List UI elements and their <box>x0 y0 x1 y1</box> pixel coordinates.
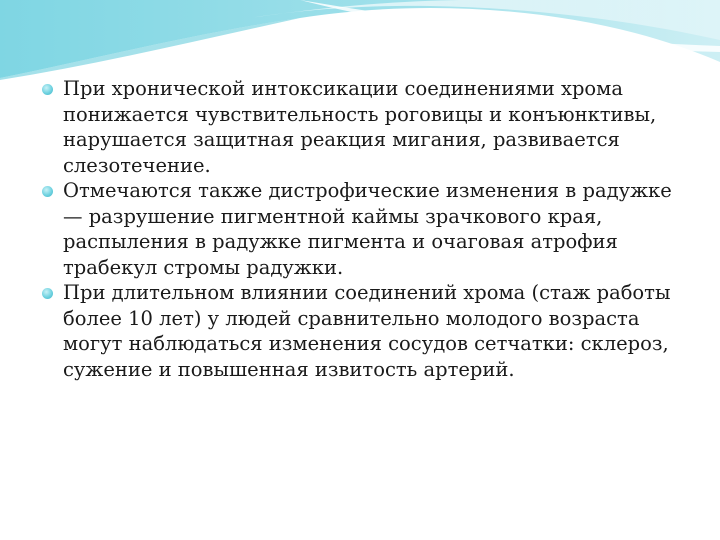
bullet-item <box>42 178 692 280</box>
bullet-text: При хронической интоксикации соединениями хрома понижается чувствительность роговицы и конъюнктивы, нарушается защитная реакция мигания, развивается слезотечение. <box>63 77 657 177</box>
content-area <box>42 76 692 382</box>
bullet-item <box>42 76 692 178</box>
bullet-list <box>42 76 692 382</box>
circle-bullet-icon <box>42 186 53 197</box>
bullet-text: Отмечаются также дистрофические изменения в радужке — разрушение пигментной каймы зрачкового края, распыления в радужке пигмента и очаговая атрофия трабекул стромы радужки. <box>63 179 672 279</box>
circle-bullet-icon <box>42 288 53 299</box>
bullet-text: При длительном влиянии соединений хрома (стаж работы более 10 лет) у людей сравнительно молодого возраста могут наблюдаться изменения сосудов сетчатки: склероз, сужение и повышенная извитость артерий. <box>63 281 671 381</box>
header-wave-decoration <box>0 0 720 80</box>
bullet-item <box>42 280 692 382</box>
circle-bullet-icon <box>42 84 53 95</box>
